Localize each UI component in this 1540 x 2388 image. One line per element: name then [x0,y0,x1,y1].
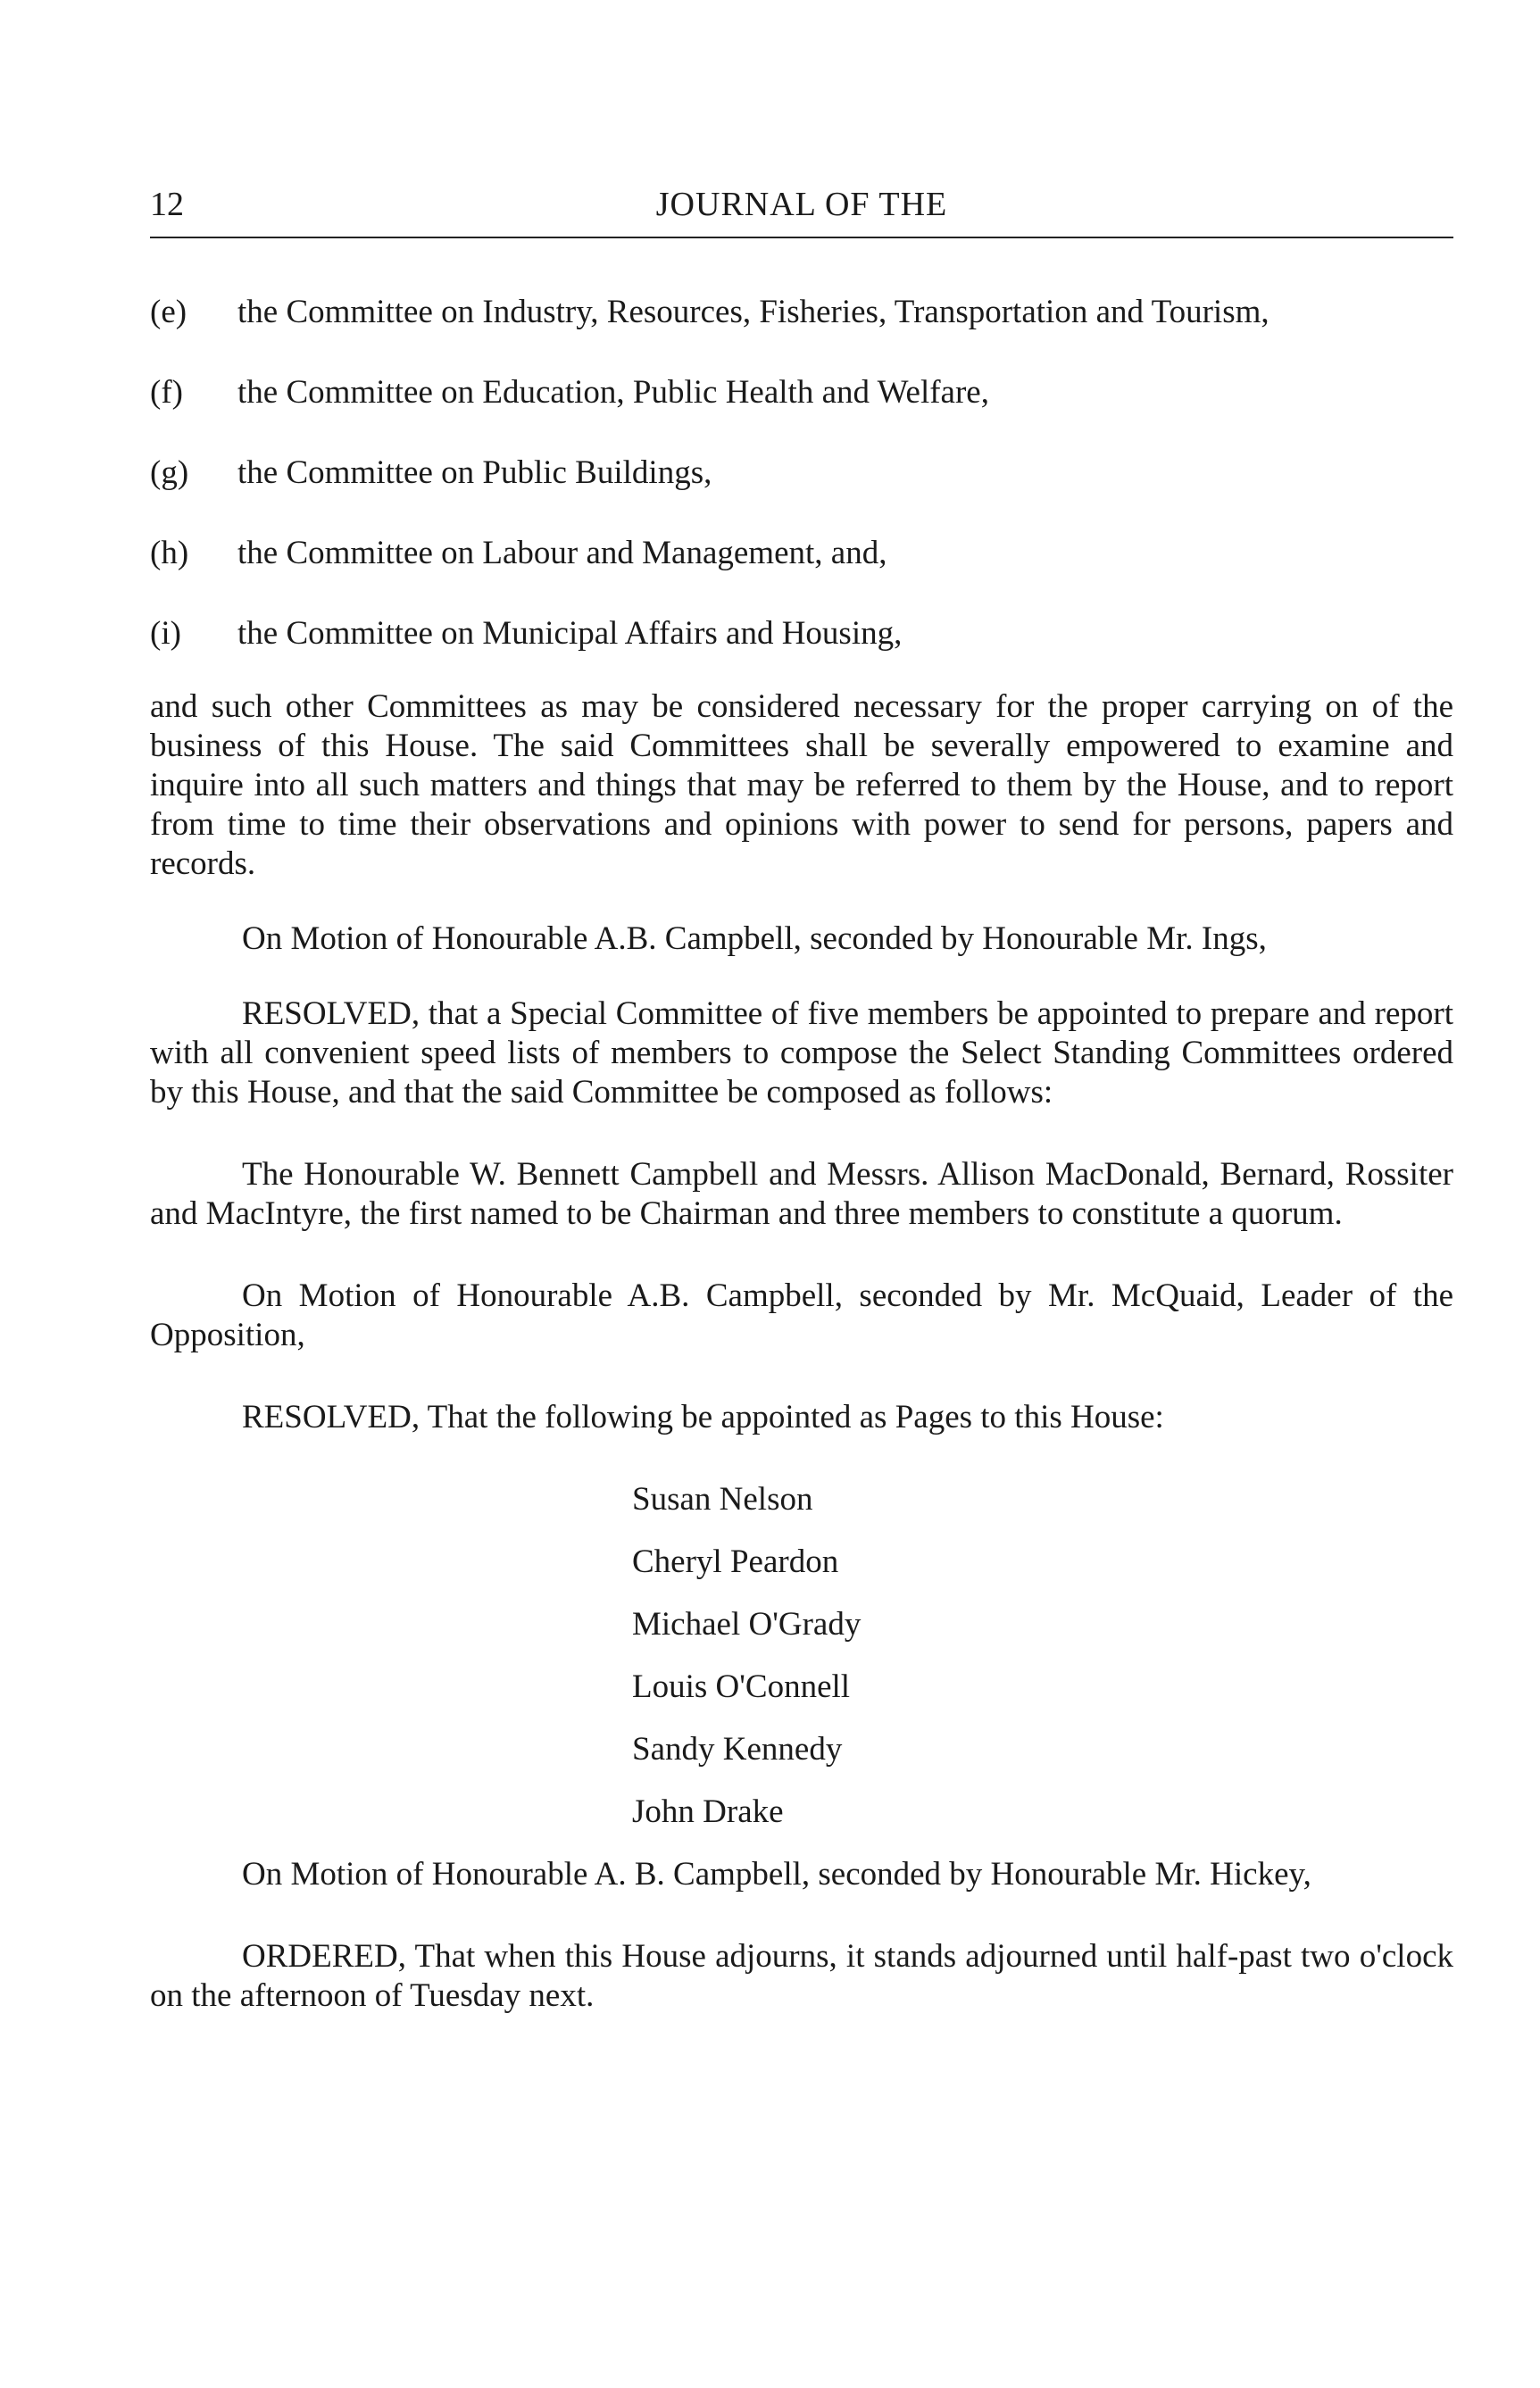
item-marker: (e) [150,294,187,330]
list-item [150,607,1453,661]
list-item [150,527,1453,580]
resolution-paragraph: RESOLVED, that a Special Committee of five members be appointed to prepare and report with all convenient speed lists of members to compose the Select Standing Committees ordered by this House, and that the said Committee be composed as follows: [150,995,1453,1111]
order-paragraph: ORDERED, That when this House adjourns, it stands adjourned until half-past two o'clock on the afternoon of Tuesday next. [150,1938,1453,2014]
motion-paragraph: On Motion of Honourable A.B. Campbell, seconded by Mr. McQuaid, Leader of the Opposition, [150,1277,1453,1353]
page-name: Sandy Kennedy [632,1731,843,1768]
running-head: JOURNAL OF THE [655,186,948,223]
page-header [150,174,1453,237]
page-name: Michael O'Grady [632,1606,862,1643]
page-name: John Drake [632,1793,784,1830]
item-text: the Committee on Education, Public Health and Welfare, [237,374,989,411]
committees-paragraph: and such other Committees as may be considered necessary for the proper carrying on of the business of this House. The said Committees shall be severally empowered to examine and inquire into all such matters and things that may be referred to them by the House, and to report from time to time their observations and opinions with power to send for persons, papers and records. [150,688,1453,882]
composition-paragraph: The Honourable W. Bennett Campbell and Messrs. Allison MacDonald, Bernard, Rossiter and MacIntyre, the first named to be Chairman and three members to constitute a quorum. [150,1156,1453,1232]
item-text: the Committee on Labour and Management, and, [237,535,887,571]
page-number: 12 [150,186,184,223]
item-text: the Committee on Public Buildings, [237,454,712,491]
page-name: Susan Nelson [632,1481,813,1518]
item-text: the Committee on Industry, Resources, Fisheries, Transportation and Tourism, [237,294,1269,330]
motion-paragraph: On Motion of Honourable A.B. Campbell, seconded by Honourable Mr. Ings, [242,920,1267,957]
page-name: Cheryl Peardon [632,1543,839,1580]
list-item [150,446,1453,500]
item-marker: (h) [150,535,189,571]
page-name: Louis O'Connell [632,1668,851,1705]
pages-list [632,1480,1453,1855]
item-marker: (f) [150,374,183,411]
resolution-paragraph: RESOLVED, That the following be appointed as Pages to this House: [242,1399,1164,1435]
list-item [150,366,1453,420]
item-marker: (g) [150,454,189,491]
list-item [150,286,1453,339]
header-rule [150,237,1453,238]
page-body [150,286,1453,2016]
motion-paragraph: On Motion of Honourable A. B. Campbell, seconded by Honourable Mr. Hickey, [242,1856,1311,1893]
item-marker: (i) [150,615,181,652]
item-text: the Committee on Municipal Affairs and Housing, [237,615,903,652]
